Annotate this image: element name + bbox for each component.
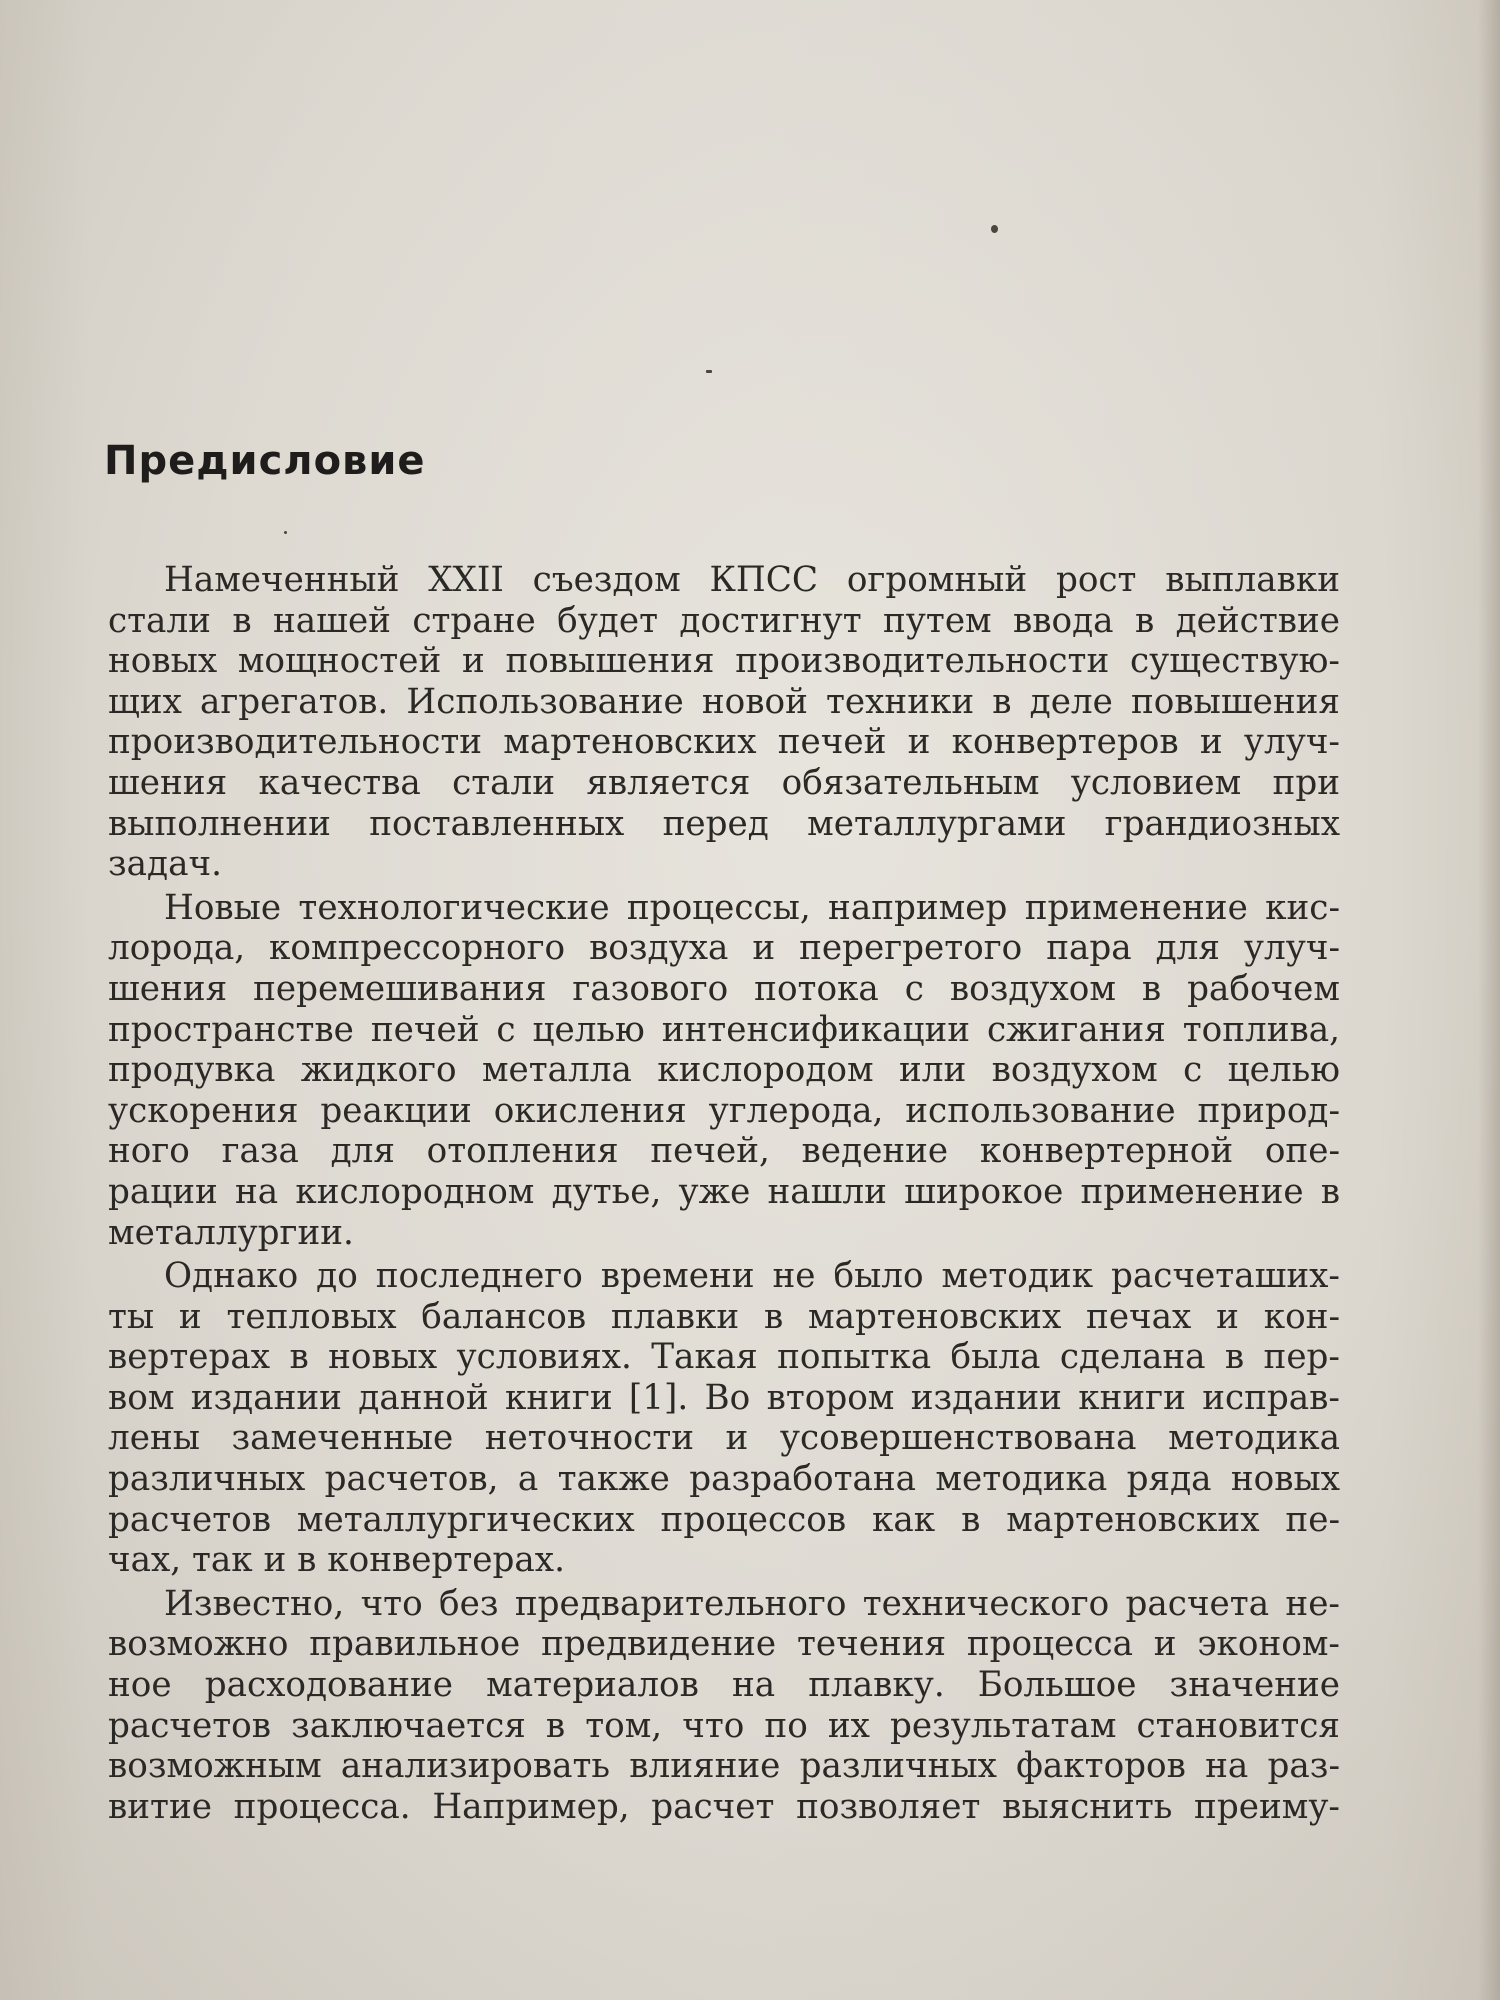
text-line: металлургии. xyxy=(108,1212,354,1253)
text-line: расчетов заключается в том, что по их результатам становится xyxy=(108,1705,1340,1746)
page-title: Предисловие xyxy=(104,438,426,484)
text-line: продувка жидкого металла кислородом или воздухом с целью xyxy=(108,1050,1340,1091)
text-line: ного газа для отопления печей, ведение конвертерной опе- xyxy=(108,1131,1340,1172)
text-line: возможным анализировать влияние различных факторов на раз- xyxy=(108,1746,1340,1787)
page-edge-shadow xyxy=(1478,0,1500,2000)
text-line: возможно правильное предвидение течения процесса и эконом- xyxy=(108,1624,1340,1665)
text-line: лорода, компрессорного воздуха и перегретого пара для улуч- xyxy=(108,928,1340,969)
text-line: Однако до последнего времени не было методик расчеташих- xyxy=(164,1256,1340,1297)
text-line: Новые технологические процессы, например применение кис- xyxy=(164,887,1340,928)
body-text xyxy=(108,560,1340,1830)
paragraph xyxy=(108,560,1340,885)
text-line: шения перемешивания газового потока с воздухом в рабочем xyxy=(108,968,1340,1009)
paragraph xyxy=(108,1584,1340,1828)
text-line: лены замеченные неточности и усовершенствована методика xyxy=(108,1418,1340,1459)
text-line: ты и тепловых балансов плавки в мартеновских печах и кон- xyxy=(108,1296,1340,1337)
text-line: расчетов металлургических процессов как в мартеновских пе- xyxy=(108,1499,1340,1540)
text-line: производительности мартеновских печей и конвертеров и улуч- xyxy=(108,722,1340,763)
ink-speck xyxy=(706,370,712,373)
text-line: ное расходование материалов на плавку. Большое значение xyxy=(108,1665,1340,1706)
text-line: Намеченный XXII съездом КПСС огромный рост выплавки xyxy=(164,560,1340,600)
text-line: шения качества стали является обязательным условием при xyxy=(108,762,1340,803)
text-line: вом издании данной книги [1]. Во втором издании книги исправ- xyxy=(108,1377,1340,1418)
text-line: задач. xyxy=(108,844,222,885)
text-line: пространстве печей с целью интенсификации сжигания топлива, xyxy=(108,1009,1340,1050)
text-line: рации на кислородном дутье, уже нашли широкое применение в xyxy=(108,1171,1340,1212)
text-line: ускорения реакции окисления углерода, использование природ- xyxy=(108,1090,1340,1131)
text-line: вертерах в новых условиях. Такая попытка была сделана в пер- xyxy=(108,1337,1340,1378)
text-line: выполнении поставленных перед металлургами грандиозных xyxy=(108,803,1340,844)
text-line: Известно, что без предварительного технического расчета не- xyxy=(164,1583,1340,1624)
paragraph xyxy=(108,1256,1340,1581)
ink-speck xyxy=(284,531,287,534)
text-line: витие процесса. Например, расчет позволяет выяснить преиму- xyxy=(108,1786,1340,1827)
text-line: щих агрегатов. Использование новой техники в деле повышения xyxy=(108,681,1340,722)
text-line: стали в нашей стране будет достигнут путем ввода в действие xyxy=(108,600,1340,641)
text-line: чах, так и в конвертерах. xyxy=(108,1540,565,1581)
ink-speck xyxy=(991,225,998,233)
text-line: различных расчетов, а также разработана методика ряда новых xyxy=(108,1459,1340,1500)
paragraph xyxy=(108,888,1340,1253)
text-line: новых мощностей и повышения производительности существую- xyxy=(108,641,1340,682)
